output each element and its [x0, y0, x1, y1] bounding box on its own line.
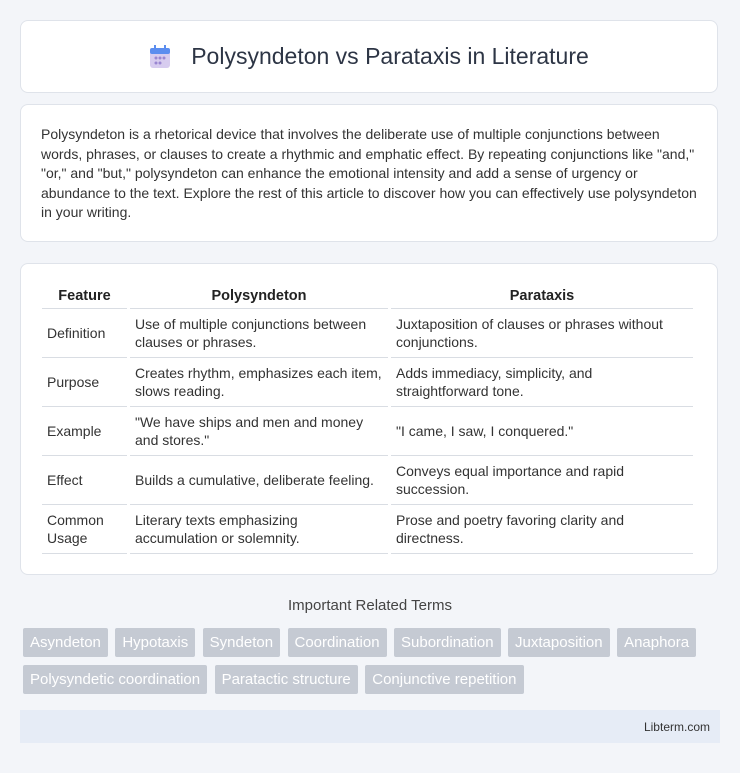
header-feature: Feature	[42, 284, 127, 309]
parataxis-cell: "I came, I saw, I conquered."	[391, 407, 693, 456]
feature-cell: Purpose	[42, 358, 127, 407]
feature-cell: Definition	[42, 309, 127, 358]
tag-hypotaxis[interactable]: Hypotaxis	[115, 628, 195, 657]
polysyndeton-cell: "We have ships and men and money and stores."	[130, 407, 388, 456]
feature-cell: Example	[42, 407, 127, 456]
parataxis-cell: Juxtaposition of clauses or phrases without conjunctions.	[391, 309, 693, 358]
polysyndeton-cell: Builds a cumulative, deliberate feeling.	[130, 456, 388, 505]
intro-card	[20, 104, 718, 242]
polysyndeton-cell: Literary texts emphasizing accumulation or solemnity.	[130, 505, 388, 554]
polysyndeton-cell: Creates rhythm, emphasizes each item, slows reading.	[130, 358, 388, 407]
table-row	[42, 456, 693, 505]
tag-asyndeton[interactable]: Asyndeton	[23, 628, 108, 657]
table-row	[42, 407, 693, 456]
tag-syndeton[interactable]: Syndeton	[203, 628, 280, 657]
parataxis-cell: Conveys equal importance and rapid succession.	[391, 456, 693, 505]
feature-cell: Common Usage	[42, 505, 127, 554]
parataxis-cell: Adds immediacy, simplicity, and straightforward tone.	[391, 358, 693, 407]
table-header-row	[42, 284, 693, 309]
comparison-card	[20, 263, 718, 575]
related-terms-list	[23, 628, 703, 702]
page-title: Polysyndeton vs Parataxis in Literature	[191, 43, 589, 69]
feature-cell: Effect	[42, 456, 127, 505]
tag-polysyndetic-coordination[interactable]: Polysyndetic coordination	[23, 665, 207, 694]
footer	[20, 710, 720, 743]
related-terms-title: Important Related Terms	[288, 597, 452, 614]
tag-paratactic-structure[interactable]: Paratactic structure	[215, 665, 358, 694]
calendar-icon	[149, 45, 171, 69]
page-header	[20, 20, 718, 93]
header-polysyndeton: Polysyndeton	[130, 284, 388, 309]
parataxis-cell: Prose and poetry favoring clarity and directness.	[391, 505, 693, 554]
footer-site-link[interactable]: Libterm.com	[643, 719, 710, 734]
table-row	[42, 309, 693, 358]
tag-coordination[interactable]: Coordination	[288, 628, 387, 657]
tag-juxtaposition[interactable]: Juxtaposition	[508, 628, 610, 657]
comparison-table	[39, 284, 696, 554]
table-row	[42, 358, 693, 407]
tag-conjunctive-repetition[interactable]: Conjunctive repetition	[365, 665, 523, 694]
tag-subordination[interactable]: Subordination	[394, 628, 501, 657]
intro-text: Polysyndeton is a rhetorical device that involves the deliberate use of multiple conjunctions between words, phrases, or clauses to create a rhythmic and emphatic effect. By repeating conjunctions like "and," "or," and "but," polysyndeton can enhance the emotional intensity and add a sense of urgency or abundance to the text. Explore the rest of this article to discover how you can effectively use polysyndeton in your writing.	[41, 126, 697, 220]
tag-anaphora[interactable]: Anaphora	[617, 628, 696, 657]
table-row	[42, 505, 693, 554]
header-parataxis: Parataxis	[391, 284, 693, 309]
polysyndeton-cell: Use of multiple conjunctions between clauses or phrases.	[130, 309, 388, 358]
